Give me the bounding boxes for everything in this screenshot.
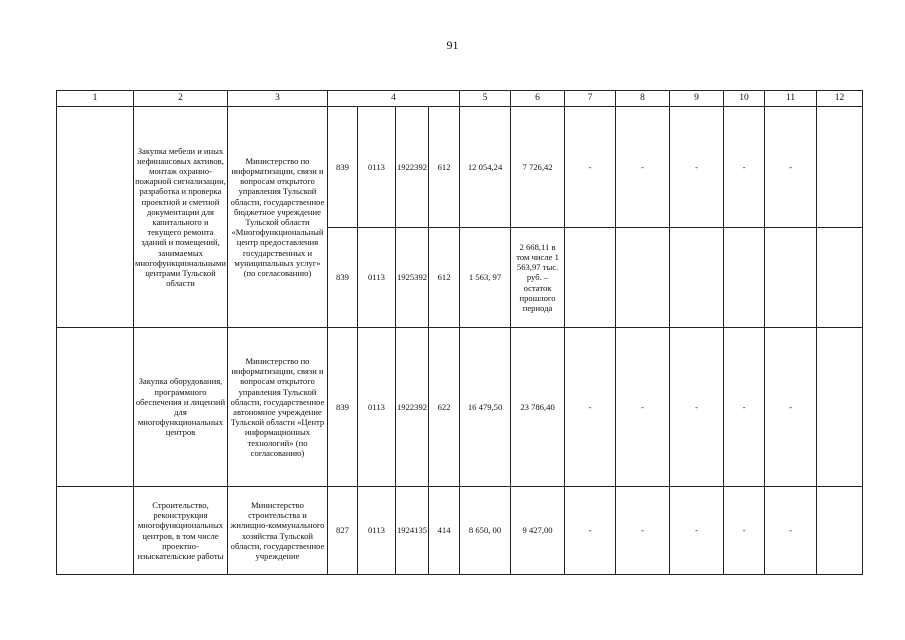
row-code-target: 1924135	[395, 487, 428, 575]
table-row	[57, 328, 863, 487]
row-col-7: -	[565, 328, 616, 487]
row-col-1	[57, 487, 134, 575]
row-code-grbs: 839	[327, 107, 357, 228]
row-col-7: -	[565, 107, 616, 228]
header-row	[57, 91, 863, 107]
row-code-section: 0113	[357, 107, 395, 228]
row-code-type: 414	[429, 487, 460, 575]
row-col-7	[565, 228, 616, 328]
row-col-6: 9 427,00	[511, 487, 565, 575]
row-col-11	[765, 228, 817, 328]
row-col-9	[670, 228, 724, 328]
header-col-8: 8	[616, 91, 670, 107]
header-col-3: 3	[227, 91, 327, 107]
row-col-5: 1 563, 97	[460, 228, 511, 328]
row-code-target: 1922392	[395, 107, 428, 228]
table-row	[57, 487, 863, 575]
row-col-10	[724, 228, 765, 328]
row-col-8: -	[616, 107, 670, 228]
row-executor: Министерство по информатизации, связи и вопросам открытого управления Тульской области, государственное бюджетное учреждение Тульской области «Многофункциональный центр предоставления государственных и муниципальных услуг» (по согласованию)	[227, 107, 327, 328]
row-col-5: 12 054,24	[460, 107, 511, 228]
row-col-8: -	[616, 487, 670, 575]
page-number: 91	[446, 38, 459, 52]
row-code-target: 1922392	[395, 328, 428, 487]
row-executor: Министерство по информатизации, связи и вопросам открытого управления Тульской области, государственное автономное учреждение Тульской области «Центр информационных технологий» (по согласованию)	[227, 328, 327, 487]
budget-table	[56, 90, 863, 575]
header-col-7: 7	[565, 91, 616, 107]
row-col-12	[817, 487, 863, 575]
header-col-11: 11	[765, 91, 817, 107]
row-col-10: -	[724, 328, 765, 487]
row-code-type: 612	[429, 107, 460, 228]
row-description: Закупка мебели и иных нефинансовых активов, монтаж охранно-пожарной сигнализации, разработка и проверка проектной и сметной документации для капитального и текущего ремонта зданий и помещений, занимаемых многофункциональными центрами Тульской области	[134, 107, 228, 328]
row-col-6: 23 786,40	[511, 328, 565, 487]
row-col-11: -	[765, 328, 817, 487]
row-code-section: 0113	[357, 228, 395, 328]
row-col-5: 8 650, 00	[460, 487, 511, 575]
header-col-12: 12	[817, 91, 863, 107]
row-col-5: 16 479,50	[460, 328, 511, 487]
row-code-grbs: 839	[327, 228, 357, 328]
row-col-12	[817, 328, 863, 487]
header-col-4: 4	[327, 91, 459, 107]
row-col-1	[57, 107, 134, 328]
row-col-12	[817, 107, 863, 228]
row-description: Закупка оборудования, программного обеспечения и лицензий для многофункциональных центров	[134, 328, 228, 487]
row-code-type: 612	[429, 228, 460, 328]
table-row	[57, 107, 863, 228]
header-col-6: 6	[511, 91, 565, 107]
row-code-grbs: 827	[327, 487, 357, 575]
header-col-10: 10	[724, 91, 765, 107]
row-col-8: -	[616, 328, 670, 487]
row-col-7: -	[565, 487, 616, 575]
header-col-9: 9	[670, 91, 724, 107]
row-description: Строительство, реконструкция многофункциональных центров, в том числе проектно-изыскательские работы	[134, 487, 228, 575]
row-col-1	[57, 328, 134, 487]
row-col-8	[616, 228, 670, 328]
row-col-10: -	[724, 107, 765, 228]
header-col-5: 5	[460, 91, 511, 107]
row-col-9: -	[670, 328, 724, 487]
row-col-9: -	[670, 107, 724, 228]
row-code-section: 0113	[357, 487, 395, 575]
row-code-target: 1925392	[395, 228, 428, 328]
row-col-10: -	[724, 487, 765, 575]
row-col-12	[817, 228, 863, 328]
row-code-type: 622	[429, 328, 460, 487]
row-col-6: 7 726,42	[511, 107, 565, 228]
header-col-2: 2	[134, 91, 228, 107]
header-col-1: 1	[57, 91, 134, 107]
row-code-section: 0113	[357, 328, 395, 487]
row-col-6: 2 668,11 в том числе 1 563,97 тыс. руб. – остаток прошлого периода	[511, 228, 565, 328]
row-col-11: -	[765, 487, 817, 575]
row-col-9: -	[670, 487, 724, 575]
row-code-grbs: 839	[327, 328, 357, 487]
row-col-11: -	[765, 107, 817, 228]
row-executor: Министерство строительства и жилищно-коммунального хозяйства Тульской области, государственное учреждение	[227, 487, 327, 575]
